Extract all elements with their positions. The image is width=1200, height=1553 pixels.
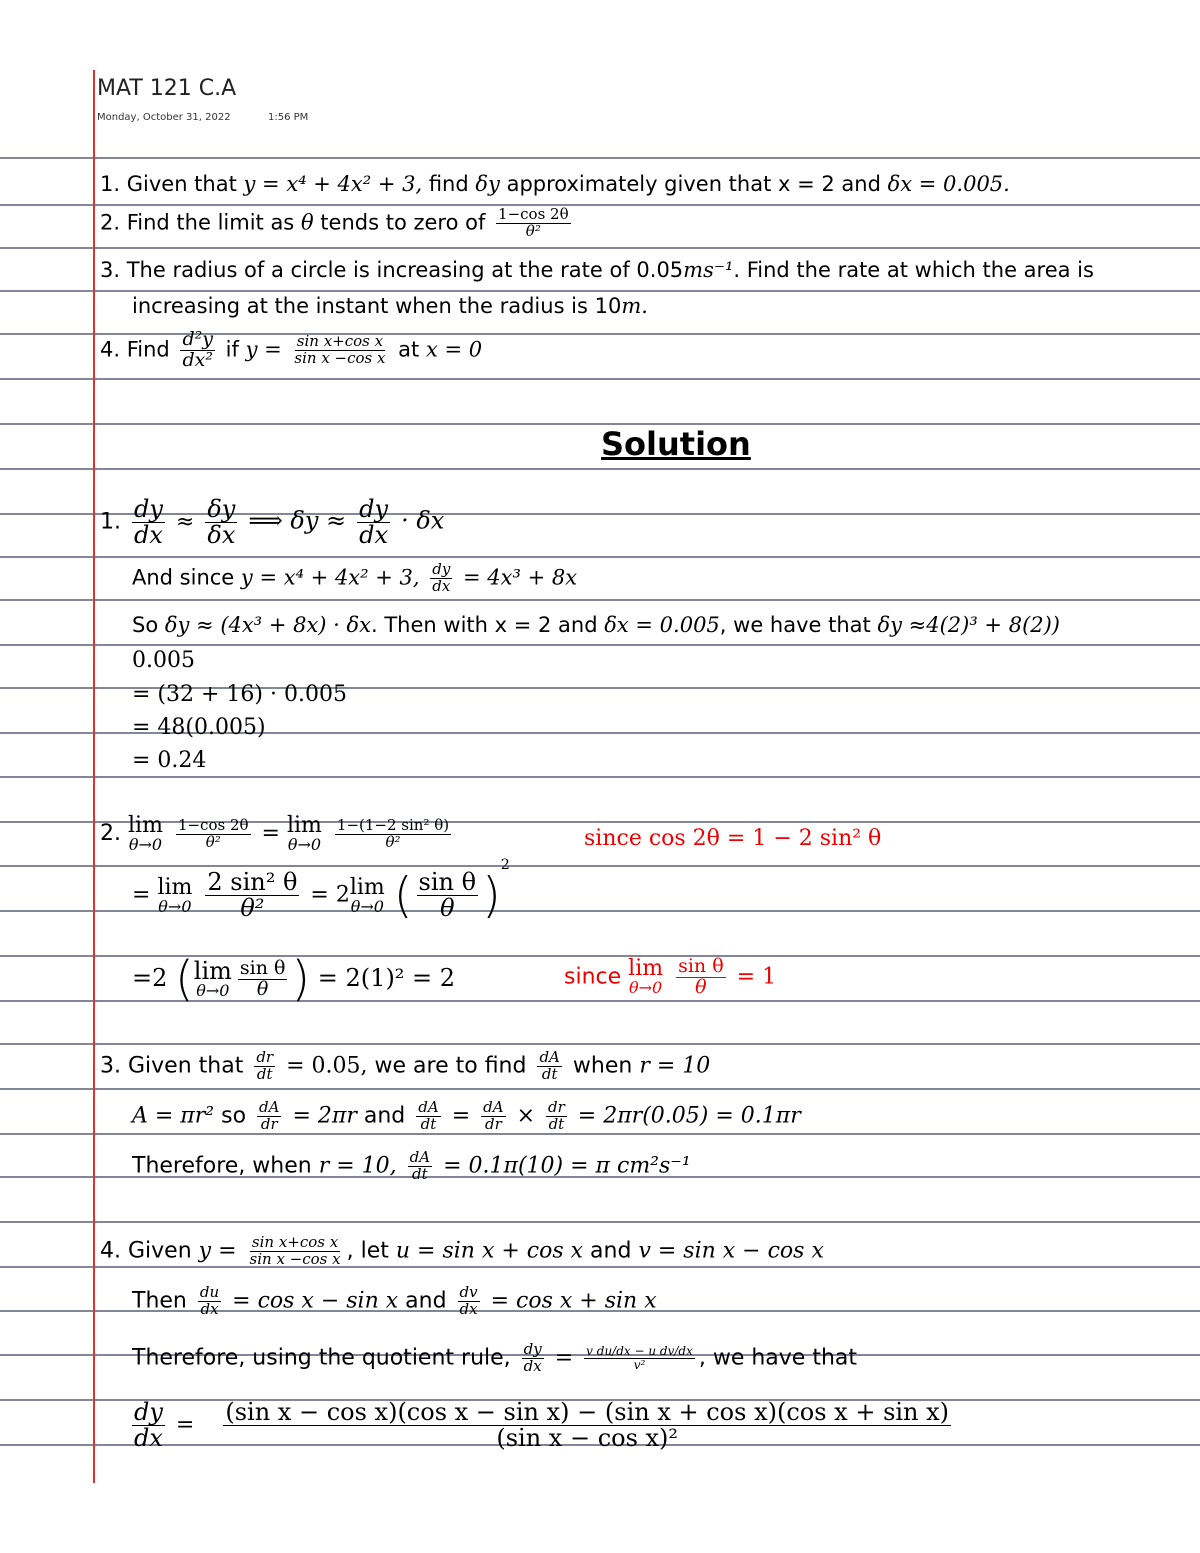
solution-1-line-5: = (32 + 16) · 0.005 (132, 682, 347, 707)
solution-2-note-1: since cos 2θ = 1 − 2 sin² θ (584, 826, 882, 851)
solution-1-line-4: 0.005 (132, 648, 195, 673)
solution-heading: Solution (601, 425, 751, 463)
solution-1-line-2: And since y = x⁴ + 4x² + 3, $\frac{dy}{dx}$ = 4x³ + 8x (132, 560, 578, 595)
solution-4-line-4: $\frac{dy}{dx}$ = (sin x − cos x)(cos x − sin x) − (sin x + cos x)(cos x + sin x) (sin x − cos x)² (134, 1398, 950, 1453)
solution-4-line-1: 4. Given y = $\frac{\text{sin x+cos x}}{\text{sin x −cos x}}$ , let u = sin x + cos x and v = sin x − cos x (100, 1233, 824, 1268)
solution-1-line-6: = 48(0.005) (132, 715, 266, 740)
solution-3-line-2: A = πr² so $\frac{dA}{dr}$ = 2πr and $\frac{dA}{dt}$ = $\frac{dA}{dr}$ × $\frac{dr}{dt}$ = 2πr(0.05) = 0.1πr (132, 1098, 801, 1133)
solution-2-line-1: 2. lim θ→0 $\frac{1-\cos 2\theta}{\text{θ²}}$ = lim θ→0 $\frac{\text{1−(1−2 sin² θ)}}{\text{θ²}}$ (100, 813, 450, 854)
solution-1-line-7: = 0.24 (132, 748, 207, 773)
question-3-line-1: 3. The radius of a circle is increasing at the rate of 0.05ms⁻¹. Find the rate at which the area is (100, 258, 1094, 282)
margin-line (93, 70, 95, 1483)
page-time: 1:56 PM (268, 112, 309, 123)
solution-3-line-1: 3. Given that $\frac{dr}{dt}$ = 0.05, we are to find $\frac{dA}{dt}$ when r = 10 (100, 1048, 711, 1083)
solution-1-line-1: 1. $\frac{dy}{dx}$ ≈ $\frac{\delta y}{\delta x}$ ⟹ δy ≈ $\frac{dy}{dx}$ · δx (100, 495, 445, 550)
solution-1-line-3: So δy ≈ (4x³ + 8x) · δx. Then with x = 2 and δx = 0.005, we have that δy ≈4(2)³ + 8(2)) (132, 613, 1061, 637)
question-3-line-2: increasing at the instant when the radius is 10m. (132, 294, 648, 318)
question-1: 1. Given that y = x⁴ + 4x² + 3, find δy approximately given that x = 2 and δx = 0.005. (100, 172, 1010, 196)
page-title: MAT 121 C.A (97, 76, 237, 101)
question-2: 2. Find the limit as θ tends to zero of $\frac{1-\cos 2\theta}{\text{θ²}}$ (100, 205, 569, 240)
question-4: 4. Find $\frac{\text{d²y}}{\text{dx²}}$ if y = $\frac{\text{sin x+cos x}}{\text{sin x −cos x}}$ at x = 0 (100, 328, 483, 371)
solution-3-line-3: Therefore, when r = 10, $\frac{dA}{dt}$ = 0.1π(10) = π cm²s⁻¹ (132, 1148, 691, 1183)
page-date: Monday, October 31, 2022 (97, 112, 231, 123)
solution-2-line-2: = lim θ→0 $\frac{\text{2 sin² θ}}{\text{θ²}}$ = 2 lim θ→0 ( $\frac{\text{sin θ}}{\theta}$ )$^2$ (132, 857, 510, 924)
solution-4-line-2: Then $\frac{du}{dx}$ = cos x − sin x and $\frac{dv}{dx}$ = cos x + sin x (132, 1283, 657, 1318)
solution-2-note-2: since lim θ→0 $\frac{\text{sin θ}}{\theta}$ = 1 (564, 955, 777, 998)
solution-2-line-3: =2 ( lim θ→0 $\frac{\text{sin θ}}{\theta}$ ) = 2(1)² = 2 (132, 951, 456, 1007)
solution-4-line-3: Therefore, using the quotient rule, $\frac{dy}{dx}$ = $\frac{\text{v du/dx − u dv/dx}}{\text{v²}}$ , we have that (132, 1340, 858, 1375)
